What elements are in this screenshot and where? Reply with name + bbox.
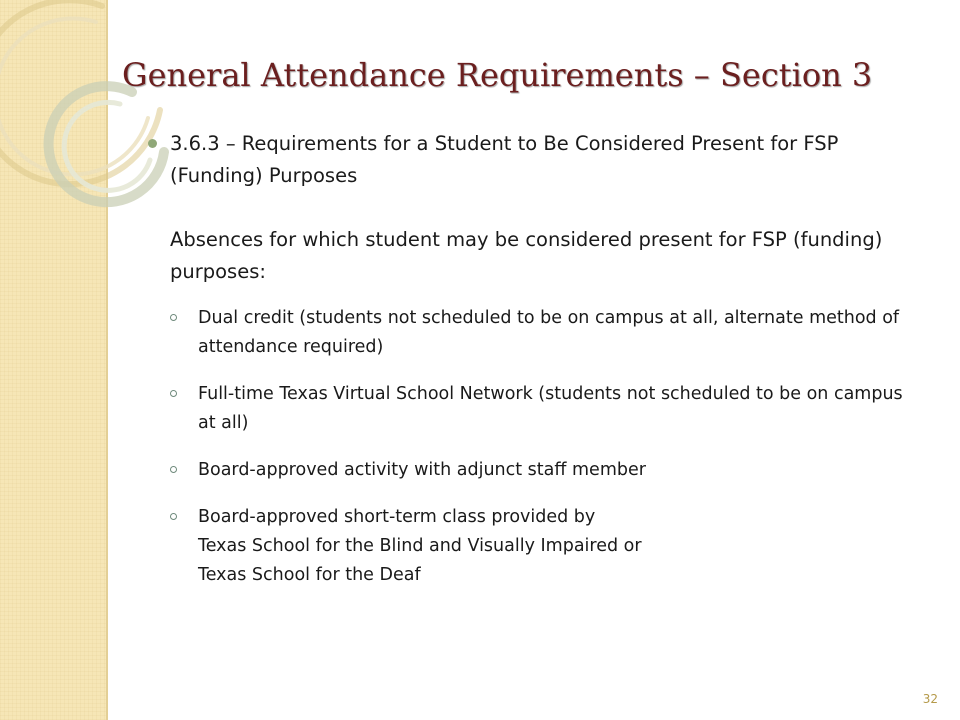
slide-title: General Attendance Requirements – Section 3 bbox=[122, 56, 873, 94]
hollow-circle-bullet-icon bbox=[170, 466, 177, 473]
sub-bullet-list bbox=[148, 304, 908, 590]
bullet-heading: 3.6.3 – Requirements for a Student to Be Considered Present for FSP (Funding) Purposes bbox=[170, 132, 839, 187]
paragraph-spacer bbox=[170, 192, 908, 224]
sub-bullet-text: Board-approved short-term class provided by Texas School for the Blind and Visually Impaired or Texas School for the Deaf bbox=[198, 507, 642, 585]
sub-bullet-item bbox=[148, 304, 908, 362]
decorative-sidebar bbox=[0, 0, 108, 720]
sub-bullet-item bbox=[148, 380, 908, 438]
slide-content bbox=[148, 128, 908, 608]
bullet-body: Absences for which student may be considered present for FSP (funding) purposes: bbox=[170, 228, 883, 283]
sub-bullet-item bbox=[148, 456, 908, 485]
page-number: 32 bbox=[922, 692, 938, 706]
hollow-circle-bullet-icon bbox=[170, 390, 177, 397]
filled-circle-bullet-icon bbox=[148, 139, 157, 148]
sub-bullet-item bbox=[148, 503, 908, 590]
hollow-circle-bullet-icon bbox=[170, 314, 177, 321]
main-bullet-item bbox=[148, 128, 908, 288]
sub-bullet-text: Board-approved activity with adjunct staff member bbox=[198, 460, 646, 480]
hollow-circle-bullet-icon bbox=[170, 513, 177, 520]
sub-bullet-text: Full-time Texas Virtual School Network (students not scheduled to be on campus at all) bbox=[198, 384, 903, 433]
sub-bullet-text: Dual credit (students not scheduled to be on campus at all, alternate method of attendance required) bbox=[198, 308, 900, 357]
